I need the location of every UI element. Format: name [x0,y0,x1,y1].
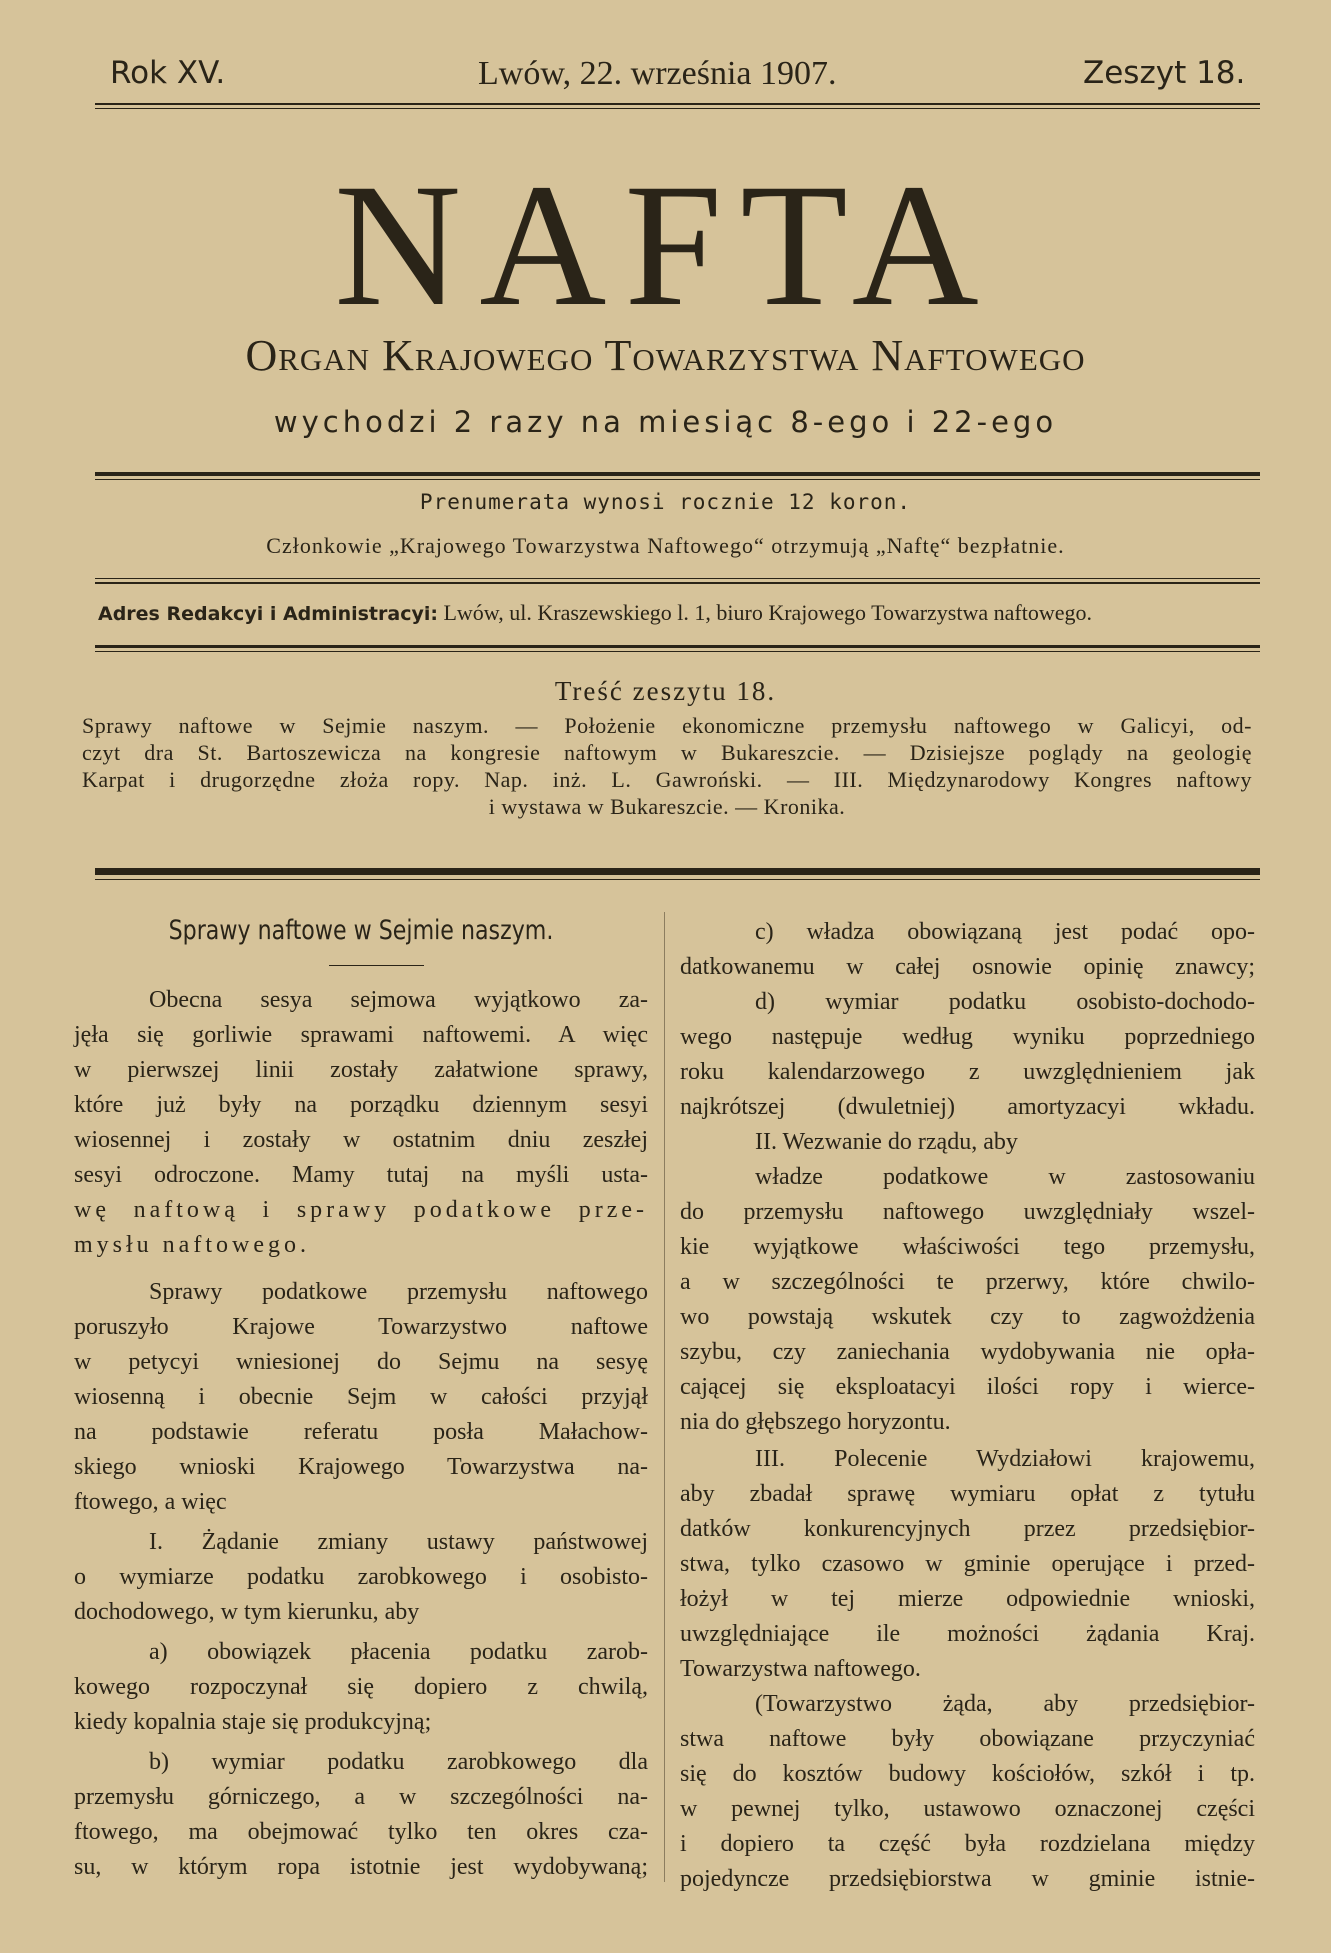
text-line: w pierwszej linii zostały załatwione sprawy, [74,1057,648,1083]
subscription-price: Prenumerata wynosi rocznie 12 koron. [419,490,912,514]
publication-frequency: wychodzi 2 razy na miesiąc 8-ego i 22-ego [273,405,1058,439]
text-line: się do kosztów budowy kościołów, szkół i tp. [680,1761,1255,1787]
text-line: dochodowego, w tym kierunku, aby [74,1599,420,1625]
text-line: w pewnej tylko, ustawowo oznaczonej części [680,1796,1255,1822]
column-divider [664,912,665,1882]
table-of-contents [82,712,1252,820]
text-line: III. Polecenie Wydziałowi krajowemu, [755,1446,1255,1472]
text-line: aby zbadał sprawę wymiaru opłat z tytułu [680,1481,1255,1507]
text-line: kie wyjątkowe właściwości tego przemysłu, [680,1234,1255,1260]
text-line: d) wymiar podatku osobisto-dochodo- [755,989,1255,1015]
text-line: do przemysłu naftowego uwzględniały wszel- [680,1199,1255,1225]
text-line: ftowego, a więc [74,1489,227,1515]
contents-line: i wystawa w Bukareszcie. — Kronika. [488,794,846,819]
text-line: sesyi odroczone. Mamy tutaj na myśli usta- [74,1162,648,1188]
article-right-column [680,915,1255,1897]
text-line: stwa, tylko czasowo w gminie operujące i przed- [680,1551,1255,1577]
article-left-column [74,983,648,1885]
text-line: i dopiero ta część była rozdzielana między [680,1831,1255,1857]
text-line: poruszyło Krajowe Towarzystwo naftowe [74,1314,648,1340]
text-line: pojedyncze przedsiębiorstwa w gminie istnie- [680,1866,1255,1892]
text-line: wę naftową i sprawy podatkowe prze- [74,1197,648,1223]
text-line: stwa naftowe były obowiązane przyczyniać [680,1726,1255,1752]
header-rule [95,103,1260,105]
text-line: przemysłu górniczego, a w szczególności na- [74,1784,648,1810]
contents-rule-thin [95,879,1260,880]
text-line: wiosennej i zostały w ostatnim dniu zeszłej [74,1127,648,1153]
article-title: Sprawy naftowe w Sejmie naszym. [168,915,554,946]
text-line: które już były na porządku dziennym sesyi [74,1092,648,1118]
editorial-address [98,600,1092,626]
address-text: Lwów, ul. Kraszewskiego l. 1, biuro Krajowego Towarzystwa naftowego. [443,600,1092,625]
text-line: jęła się gorliwie sprawami naftowemi. A więc [74,1022,648,1048]
masthead-title: NAFTA [334,148,997,343]
text-line: łożył w tej mierze odpowiednie wnioski, [680,1586,1255,1612]
address-rule-bottom [95,645,1260,648]
text-line: o wymiarze podatku zarobkowego i osobisto- [74,1564,648,1590]
text-line: w petycyi wniesionej do Sejmu na sesyę [74,1349,648,1375]
text-line: władze podatkowe w zastosowaniu [755,1164,1255,1190]
volume-number: Rok XV. [110,55,226,91]
text-line: su, w którym ropa istotnie jest wydobywaną; [74,1854,648,1880]
contents-line: Karpat i drugorzędne złoża ropy. Nap. inż. L. Gawroński. — III. Międzynarodowy Kongres naftowy [82,767,1252,792]
text-line: szybu, czy zaniechania wydobywania nie opła- [680,1339,1255,1365]
masthead-subtitle: Organ Krajowego Towarzystwa Naftowego [245,331,1086,380]
text-line: datków konkurencyjnych przez przedsiębior- [680,1516,1255,1542]
text-line: skiego wnioski Krajowego Towarzystwa na- [74,1454,648,1480]
text-line: wego następuje według wyniku poprzedniego [680,1024,1255,1050]
address-rule-top [95,578,1260,579]
masthead-rule [95,472,1260,476]
text-line: kowego rozpoczynał się dopiero z chwilą, [74,1674,648,1700]
text-line: I. Żądanie zmiany ustawy państwowej [149,1529,648,1555]
address-rule-top-thick [95,582,1260,584]
text-line: kiedy kopalnia staje się produkcyjną; [74,1709,432,1735]
text-line: Obecna sesya sejmowa wyjątkowo za- [149,987,648,1013]
text-line: II. Wezwanie do rządu, aby [755,1129,1018,1155]
text-line: Sprawy podatkowe przemysłu naftowego [149,1279,648,1305]
text-line: c) władza obowiązaną jest podać opo- [755,919,1255,945]
header-rule-thin [95,108,1260,109]
text-line: mysłu naftowego. [74,1232,310,1258]
contents-line: czyt dra St. Bartoszewicza na kongresie naftowym w Bukareszcie. — Dzisiejsze poglądy na geologię [82,740,1252,765]
address-rule-bottom-thin [95,651,1260,652]
text-line: wiosenną i obecnie Sejm w całości przyjął [74,1384,648,1410]
text-line: nia do głębszego horyzontu. [680,1409,951,1435]
text-line: na podstawie referatu posła Małachow- [74,1419,648,1445]
contents-title: Treść zeszytu 18. [554,676,777,706]
text-line: (Towarzystwo żąda, aby przedsiębior- [755,1691,1255,1717]
text-line: najkrótszej (dwuletniej) amortyzacyi wkładu. [680,1094,1255,1120]
text-line: uwzględniające ile możności żądania Kraj. [680,1621,1255,1647]
text-line: b) wymiar podatku zarobkowego dla [149,1749,648,1775]
title-short-rule [329,965,424,966]
text-line: a w szczególności te przerwy, które chwilo- [680,1269,1255,1295]
text-line: Towarzystwa naftowego. [680,1656,921,1682]
place-date: Lwów, 22. września 1907. [478,55,837,92]
contents-line: Sprawy naftowe w Sejmie naszym. — Położenie ekonomiczne przemysłu naftowego w Galicyi, od- [82,713,1252,738]
members-note: Członkowie „Krajowego Towarzystwa Naftowego“ otrzymują „Naftę“ bezpłatnie. [266,533,1065,558]
text-line: ftowego, ma obejmować tylko ten okres cza- [74,1819,648,1845]
text-line: a) obowiązek płacenia podatku zarob- [149,1639,648,1665]
text-line: wo powstają wskutek czy to zagwożdżenia [680,1304,1255,1330]
issue-number: Zeszyt 18. [1083,55,1246,91]
contents-rule [95,868,1260,875]
text-line: datkowanemu w całej osnowie opinię znawcy; [680,954,1255,980]
address-label: Adres Redakcyi i Administracyi: [98,603,438,625]
text-line: cającej się eksploatacyi ilości ropy i wierce- [680,1374,1255,1400]
text-line: roku kalendarzowego z uwzględnieniem jak [680,1059,1255,1085]
masthead-rule-thin [95,479,1260,480]
